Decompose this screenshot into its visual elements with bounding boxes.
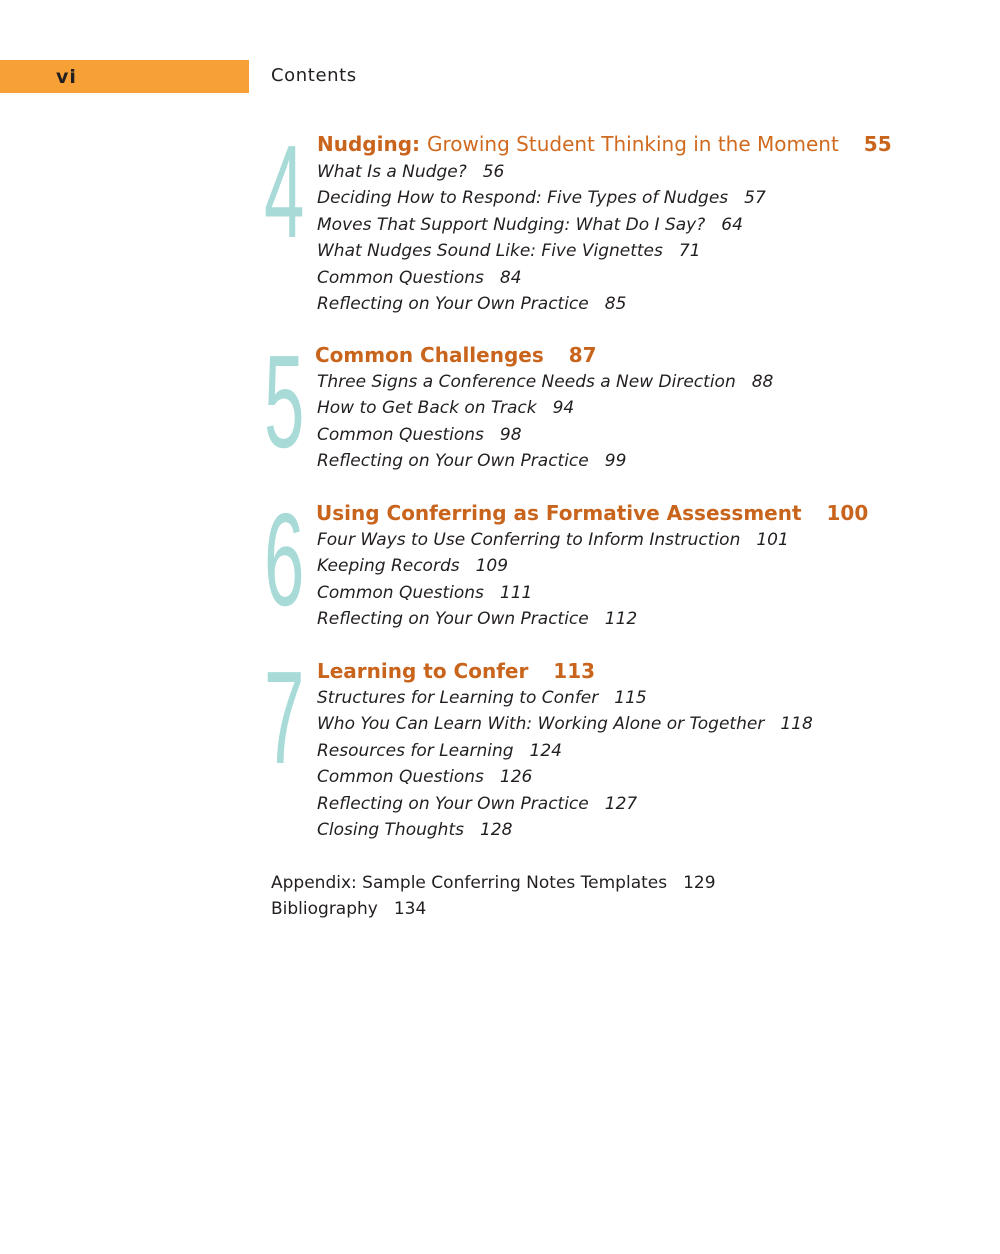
toc-entry-label: Common Questions bbox=[317, 267, 484, 288]
toc-entry-label: Common Questions bbox=[317, 767, 484, 788]
toc-entry[interactable] bbox=[317, 213, 766, 239]
toc-entry-label: Three Signs a Conference Needs a New Direction bbox=[317, 372, 736, 392]
toc-entry-label: Common Questions bbox=[317, 582, 484, 603]
toc-entry-page: 84 bbox=[499, 267, 522, 288]
toc-entry[interactable] bbox=[317, 818, 813, 844]
toc-entry-label: How to Get Back on Track bbox=[317, 398, 537, 419]
chapter-title[interactable] bbox=[317, 659, 595, 683]
toc-entry-page: 56 bbox=[482, 162, 505, 182]
toc-entry[interactable] bbox=[317, 186, 766, 212]
appendix-entry[interactable] bbox=[271, 871, 716, 897]
toc-entry-page: 109 bbox=[475, 556, 509, 577]
toc-entry[interactable] bbox=[317, 239, 766, 265]
toc-entry-label: Bibliography bbox=[271, 899, 378, 920]
toc-entry-label: Reflecting on Your Own Practice bbox=[317, 793, 589, 814]
toc-entry-label: Reflecting on Your Own Practice bbox=[317, 293, 589, 314]
toc-entry[interactable] bbox=[317, 554, 789, 580]
toc-entry-page: 94 bbox=[552, 398, 575, 419]
chapter-page: 87 bbox=[568, 343, 597, 367]
chapter-entries bbox=[317, 686, 813, 844]
toc-entry-page: 126 bbox=[499, 767, 533, 788]
chapter-title-label: Nudging: bbox=[317, 132, 421, 156]
toc-entry[interactable] bbox=[317, 292, 766, 318]
chapter-number: 5 bbox=[264, 328, 305, 475]
chapter-page: 55 bbox=[863, 132, 892, 156]
toc-entry[interactable] bbox=[317, 581, 789, 607]
chapter-subtitle: Growing Student Thinking in the Moment bbox=[427, 132, 839, 156]
chapter-entries bbox=[317, 370, 773, 476]
toc-entry-page: 129 bbox=[683, 873, 716, 893]
toc-entry[interactable] bbox=[317, 396, 773, 422]
toc-entry-label: Moves That Support Nudging: What Do I Say? bbox=[317, 214, 706, 235]
toc-entry[interactable] bbox=[317, 370, 773, 396]
bibliography-entry[interactable] bbox=[271, 897, 716, 923]
toc-entry-page: 88 bbox=[751, 372, 774, 392]
toc-entry-page: 98 bbox=[499, 424, 522, 445]
back-matter bbox=[271, 871, 716, 924]
toc-entry[interactable] bbox=[317, 266, 766, 292]
toc-entry-label: Closing Thoughts bbox=[317, 819, 464, 840]
chapter-entries bbox=[317, 528, 789, 634]
toc-entry-label: Appendix: Sample Conferring Notes Templates bbox=[271, 873, 668, 893]
chapter-title[interactable] bbox=[316, 501, 868, 525]
chapter-number: 6 bbox=[264, 486, 305, 633]
toc-entry-page: 118 bbox=[780, 714, 813, 735]
toc-entry[interactable] bbox=[317, 712, 813, 738]
chapter-number: 7 bbox=[264, 644, 305, 791]
chapter-title-label: Using Conferring as Formative Assessment bbox=[316, 501, 802, 525]
toc-entry[interactable] bbox=[317, 765, 813, 791]
chapter-number: 4 bbox=[264, 118, 305, 265]
toc-entry[interactable] bbox=[317, 739, 813, 765]
toc-entry-page: 112 bbox=[604, 609, 638, 630]
toc-entry-label: Reflecting on Your Own Practice bbox=[317, 451, 589, 472]
chapter-title[interactable] bbox=[315, 343, 597, 367]
toc-entry-label: Resources for Learning bbox=[317, 740, 514, 761]
chapter-title-label: Learning to Confer bbox=[317, 659, 529, 683]
toc-entry-page: 134 bbox=[393, 899, 427, 920]
toc-entry-page: 85 bbox=[604, 293, 627, 314]
toc-entry-label: Deciding How to Respond: Five Types of Nudges bbox=[317, 188, 729, 209]
toc-entry[interactable] bbox=[317, 160, 766, 186]
toc-entry-page: 71 bbox=[678, 241, 701, 262]
toc-entry-label: Who You Can Learn With: Working Alone or Together bbox=[317, 714, 765, 735]
running-head: Contents bbox=[271, 65, 357, 86]
toc-entry[interactable] bbox=[317, 528, 789, 554]
toc-entry-label: Reflecting on Your Own Practice bbox=[317, 609, 589, 630]
toc-entry-label: What Is a Nudge? bbox=[317, 162, 467, 182]
toc-entry-page: 115 bbox=[614, 688, 647, 708]
toc-entry[interactable] bbox=[317, 423, 773, 449]
chapter-page: 100 bbox=[826, 501, 869, 525]
toc-entry[interactable] bbox=[317, 792, 813, 818]
chapter-title-label: Common Challenges bbox=[315, 343, 544, 367]
toc-entry[interactable] bbox=[317, 449, 773, 475]
toc-entry-label: Keeping Records bbox=[317, 556, 460, 577]
toc-entry-page: 99 bbox=[604, 451, 627, 472]
toc-entry-page: 64 bbox=[721, 214, 743, 235]
toc-entry-label: Structures for Learning to Confer bbox=[317, 688, 599, 708]
page-tab-bar bbox=[0, 60, 249, 93]
chapter-page: 113 bbox=[553, 659, 596, 683]
toc-entry-page: 124 bbox=[529, 740, 562, 761]
toc-entry-page: 127 bbox=[604, 793, 638, 814]
page-number: vi bbox=[56, 66, 77, 88]
toc-entry-label: Common Questions bbox=[317, 424, 484, 445]
toc-entry-label: Four Ways to Use Conferring to Inform Instruction bbox=[317, 530, 741, 550]
toc-entry[interactable] bbox=[317, 686, 813, 712]
toc-entry-page: 128 bbox=[479, 819, 513, 840]
toc-entry-page: 101 bbox=[756, 530, 789, 550]
toc-entry[interactable] bbox=[317, 607, 789, 633]
chapter-title[interactable] bbox=[317, 132, 892, 156]
toc-entry-label: What Nudges Sound Like: Five Vignettes bbox=[317, 241, 663, 262]
toc-entry-page: 57 bbox=[744, 188, 766, 209]
chapter-entries bbox=[317, 160, 766, 318]
toc-entry-page: 111 bbox=[499, 582, 533, 603]
